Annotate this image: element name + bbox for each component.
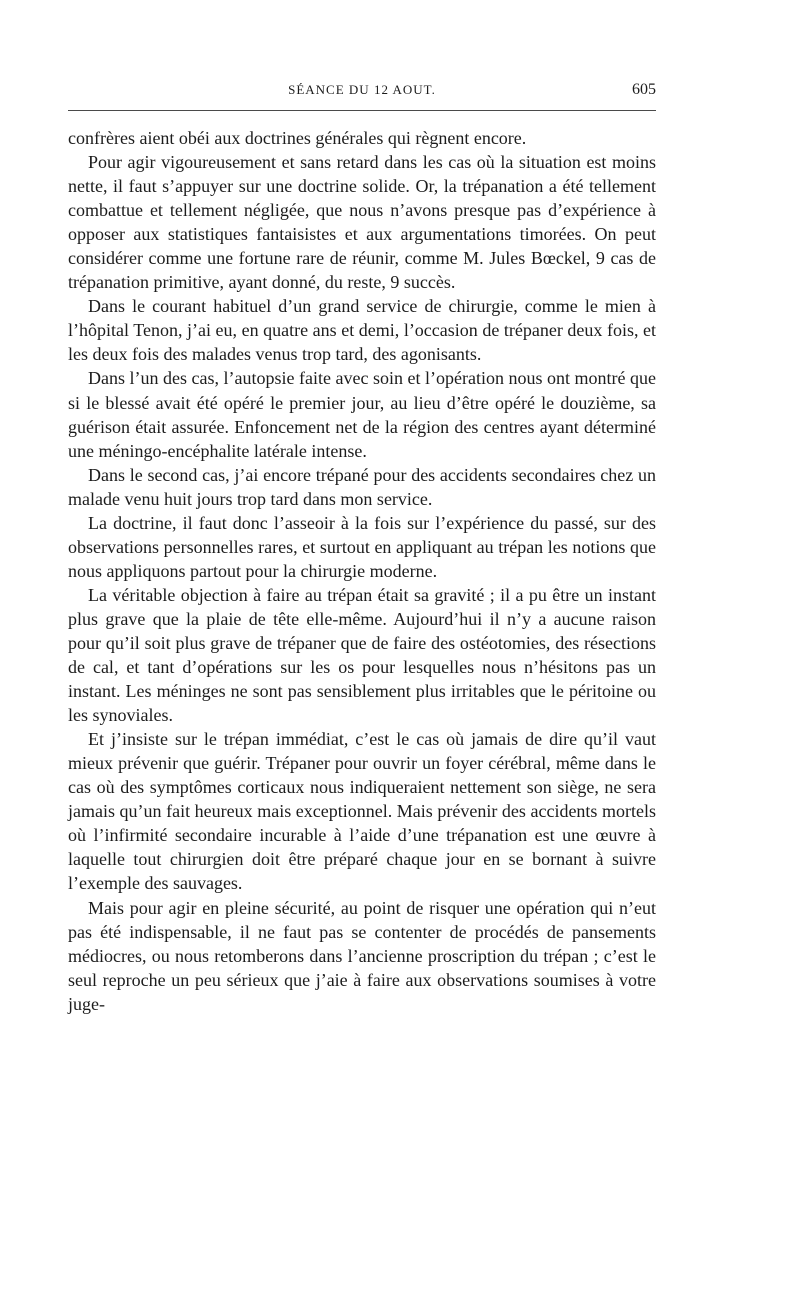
paragraph: Dans le courant habituel d’un grand service de chirurgie, comme le mien à l’hôpital Tenon, j’ai eu, en quatre ans et demi, l’occasion de trépaner deux fois, et les deux fois des malades venus trop tard, des agonisants. [68,296,656,365]
paragraph-continuation: confrères aient obéi aux doctrines générales qui règnent encore. [68,128,527,148]
paragraph: Dans l’un des cas, l’autopsie faite avec soin et l’opération nous ont montré que si le blessé avait été opéré le premier jour, au lieu d’être opéré le douzième, sa guérison était assurée. Enfoncement net de la région des centres ayant déterminé une méningo-encéphalite latérale intense. [68,368,656,461]
running-title: SÉANCE DU 12 AOUT. [288,82,436,97]
running-head [68,78,656,102]
page-number: 605 [632,81,656,98]
paragraph: La doctrine, il faut donc l’asseoir à la fois sur l’expérience du passé, sur des observations personnelles rares, et surtout en appliquant au trépan les notions que nous appliquons partout pour la chirurgie moderne. [68,512,656,581]
paragraph: Pour agir vigoureusement et sans retard dans les cas où la situation est moins nette, il faut s’appuyer sur une doctrine solide. Or, la trépanation a été tellement combattue et tellement négligée, que nous n’avons presque pas d’expérience à opposer aux statistiques fantaisistes et aux argumentations timorées. On peut considérer comme une fortune rare de réunir, comme M. Jules Bœckel, 9 cas de trépanation primitive, ayant donné, du reste, 9 succès. [68,152,656,293]
paragraph: Dans le second cas, j’ai encore trépané pour des accidents secondaires chez un malade venu huit jours trop tard dans mon service. [68,464,656,509]
header-rule [68,110,656,111]
paragraph: Et j’insiste sur le trépan immédiat, c’est le cas où jamais de dire qu’il vaut mieux prévenir que guérir. Trépaner pour ouvrir un foyer cérébral, même dans le cas où des symptômes corticaux nous indiqueraient nettement son siège, ne sera jamais qu’un fait heureux mais exceptionnel. Mais prévenir des accidents mortels où l’infirmité secondaire incurable à l’aide d’une trépanation est une œuvre à laquelle tout chirurgien doit être préparé chaque jour en se bornant à suivre l’exemple des sauvages. [68,729,656,894]
paragraph: La véritable objection à faire au trépan était sa gravité ; il a pu être un instant plus grave que la plaie de tête elle-même. Aujourd’hui il n’y a aucune raison pour qu’il soit plus grave de trépaner que de faire des ostéotomies, des résections de cal, et tant d’opérations sur les os pour lesquelles nous n’hésitons pas un instant. Les méninges ne sont pas sensiblement plus irritables que le péritoine ou les synoviales. [68,584,656,726]
paragraph: Mais pour agir en pleine sécurité, au point de risquer une opération qui n’eut pas été indispensable, il ne faut pas se contenter de procédés de pansements médiocres, ou nous retomberons dans l’ancienne proscription du trépan ; c’est le seul reproche un peu sérieux que j’aie à faire aux observations soumises à votre juge- [68,897,656,1014]
body-text [68,126,656,1016]
